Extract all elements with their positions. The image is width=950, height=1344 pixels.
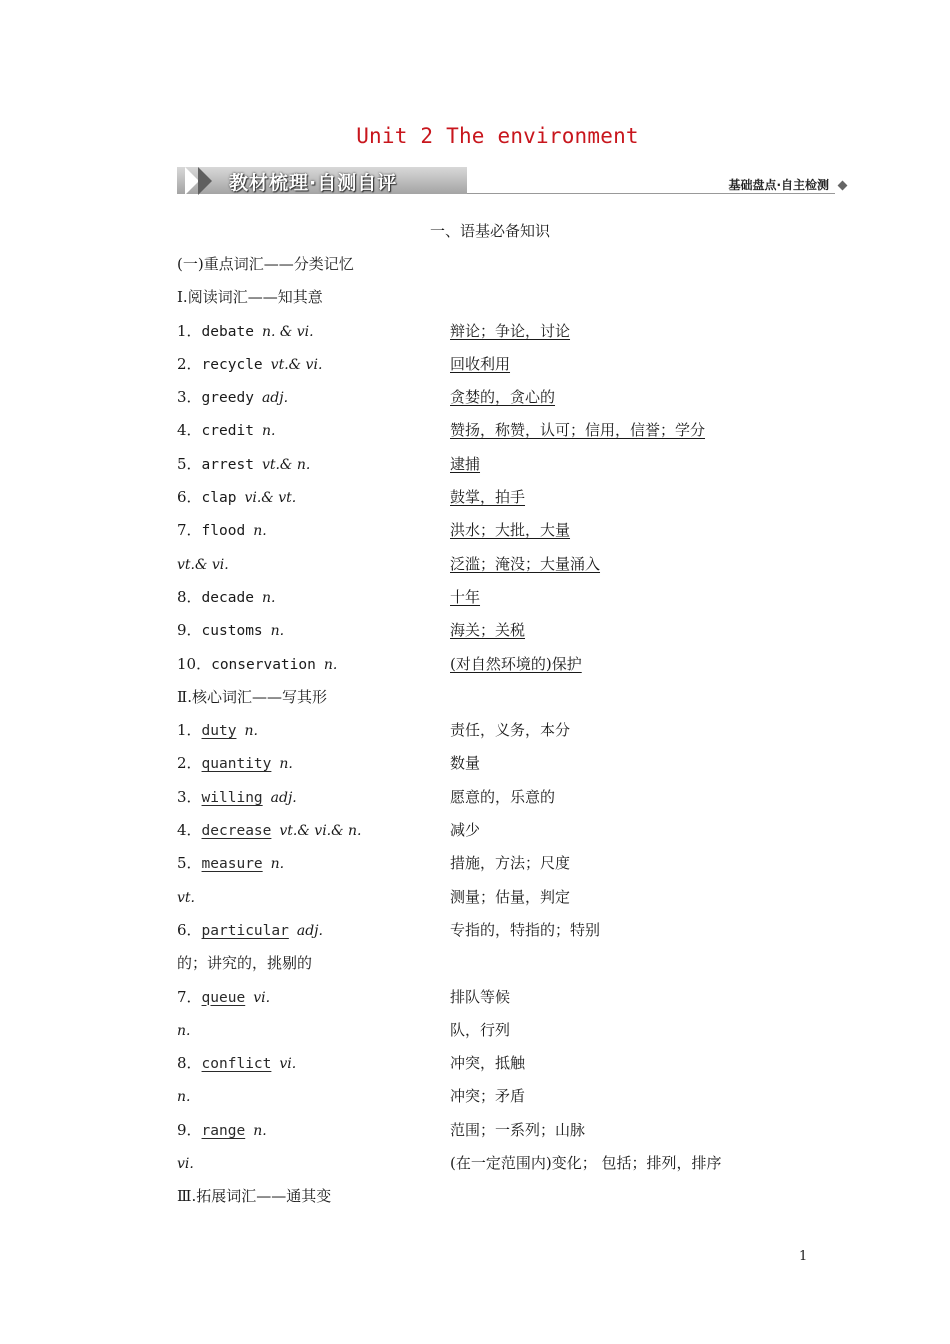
- vocab-term: [177, 1085, 190, 1108]
- vocab-row: [177, 453, 857, 486]
- english-word: conservation: [211, 656, 316, 673]
- item-number: 8．: [177, 587, 202, 606]
- vocab-term: [177, 752, 293, 775]
- vocab-row: [177, 1152, 857, 1185]
- vocab-term: [177, 253, 354, 275]
- chinese-meaning: 范围；一系列；山脉: [450, 1120, 586, 1139]
- heading-text: Ⅱ.核心词汇——写其形: [177, 687, 327, 706]
- vocab-term: [177, 653, 337, 676]
- item-number: 8．: [177, 1054, 202, 1073]
- diamond-icon: [838, 181, 848, 191]
- chinese-meaning: 贪婪的，贪心的: [450, 388, 556, 407]
- vocab-row: [177, 1085, 857, 1118]
- part-of-speech: adj.: [261, 390, 289, 407]
- english-word: quantity: [201, 756, 272, 773]
- vocab-term: [177, 852, 284, 875]
- vocab-row: [177, 386, 857, 419]
- vocab-term: [177, 952, 312, 974]
- vocab-row: [177, 553, 857, 586]
- vocab-row: [177, 586, 857, 619]
- chinese-meaning: 洪水；大批，大量: [450, 521, 571, 540]
- banner-label: 教材梳理·自测自评: [229, 172, 398, 194]
- part-of-speech: vt.: [177, 889, 195, 906]
- english-word: particular: [201, 922, 289, 939]
- vocab-term: [177, 986, 270, 1009]
- chinese-meaning: 数量: [450, 754, 481, 773]
- chinese-meaning: 鼓掌，拍手: [450, 488, 526, 507]
- list-heading: [177, 686, 857, 719]
- chinese-meaning: 逮捕: [450, 454, 481, 473]
- vocab-row: [177, 886, 857, 919]
- vocab-term: [177, 353, 322, 376]
- vocab-row: [177, 852, 857, 885]
- chinese-meaning: 回收利用: [450, 354, 511, 373]
- item-number: 9．: [177, 621, 202, 640]
- item-number: 4．: [177, 821, 202, 840]
- chevron-right-icon: [185, 167, 199, 195]
- item-number: 2．: [177, 354, 202, 373]
- vocab-row: [177, 1052, 857, 1085]
- english-word: flood: [201, 523, 246, 540]
- part-of-speech: n.: [244, 723, 258, 740]
- english-word: decrease: [201, 823, 272, 840]
- vocab-row: [177, 619, 857, 652]
- list-heading: [177, 952, 857, 985]
- list-heading: [177, 253, 857, 286]
- item-number: 5．: [177, 854, 202, 873]
- chinese-meaning: 十年: [450, 587, 481, 606]
- item-number: 5．: [177, 454, 202, 473]
- list-heading: [177, 1185, 857, 1218]
- english-word: credit: [201, 423, 254, 440]
- item-number: 1．: [177, 321, 202, 340]
- part-of-speech: n.: [261, 423, 276, 440]
- banner-right-label: 基础盘点·自主检测: [728, 178, 829, 192]
- vocab-row: [177, 786, 857, 819]
- vocabulary-list: [177, 253, 857, 1219]
- part-of-speech: n.: [177, 1089, 191, 1106]
- vocab-row: [177, 353, 857, 386]
- chinese-meaning: 责任，义务，本分: [450, 721, 571, 740]
- vocab-term: [177, 586, 275, 609]
- part-of-speech: n.: [253, 523, 267, 540]
- chinese-meaning: 赞扬，称赞，认可；信用，信誉；学分: [450, 421, 706, 440]
- vocab-term: [177, 719, 258, 742]
- part-of-speech: n.: [279, 756, 293, 773]
- chinese-meaning: 辩论；争论，讨论: [450, 321, 571, 340]
- vocab-term: [177, 1152, 194, 1175]
- english-word: debate: [201, 323, 254, 340]
- chinese-meaning: 愿意的，乐意的: [450, 787, 556, 806]
- section-banner: [177, 164, 849, 198]
- vocab-row: [177, 519, 857, 552]
- vocab-row: [177, 719, 857, 752]
- chinese-meaning: 测量；估量，判定: [450, 887, 571, 906]
- vocab-row: [177, 419, 857, 452]
- vocab-row: [177, 1119, 857, 1152]
- vocab-row: [177, 320, 857, 353]
- chinese-meaning: (在一定范围内)变化； 包括；排列，排序: [450, 1154, 722, 1173]
- english-word: greedy: [201, 390, 254, 407]
- part-of-speech: n.: [323, 656, 338, 673]
- part-of-speech: n.: [177, 1022, 191, 1039]
- english-word: customs: [201, 623, 263, 640]
- vocab-term: [177, 686, 327, 708]
- vocab-term: [177, 519, 267, 542]
- chinese-meaning: 冲突，抵触: [450, 1054, 526, 1073]
- vocab-row: [177, 819, 857, 852]
- vocab-term: [177, 453, 310, 476]
- part-of-speech: vt.& n.: [261, 456, 311, 473]
- vocab-term: [177, 1119, 267, 1142]
- chinese-meaning: (对自然环境的)保护: [450, 654, 582, 673]
- vocab-term: [177, 286, 323, 308]
- chinese-meaning: 排队等候: [450, 987, 511, 1006]
- list-heading: [177, 286, 857, 319]
- vocab-term: [177, 1185, 331, 1207]
- item-number: 6．: [177, 920, 202, 939]
- part-of-speech: vi.: [253, 989, 271, 1006]
- part-of-speech: vt.& vi.& n.: [279, 823, 362, 840]
- chinese-meaning: 措施，方法；尺度: [450, 854, 571, 873]
- item-number: 3．: [177, 787, 202, 806]
- part-of-speech: adj.: [296, 922, 323, 939]
- vocab-term: [177, 1019, 190, 1042]
- vocab-term: [177, 486, 296, 509]
- chinese-meaning: 海关；关税: [450, 621, 526, 640]
- vocab-row: [177, 919, 857, 952]
- english-word: willing: [201, 789, 263, 806]
- vocab-term: [177, 1052, 296, 1075]
- chinese-meaning: 泛滥；淹没；大量涌入: [450, 554, 601, 573]
- item-number: 3．: [177, 388, 202, 407]
- item-number: 4．: [177, 421, 202, 440]
- part-of-speech: n.: [261, 589, 276, 606]
- vocab-term: [177, 419, 275, 442]
- item-number: 7．: [177, 987, 202, 1006]
- item-number: 9．: [177, 1120, 202, 1139]
- part-of-speech: vi.& vt.: [244, 490, 297, 507]
- heading-text: Ⅰ.阅读词汇——知其意: [177, 288, 323, 307]
- vocab-term: [177, 786, 297, 809]
- part-of-speech: vi.: [279, 1056, 297, 1073]
- english-word: decade: [201, 589, 254, 606]
- vocab-term: [177, 386, 288, 409]
- heading-text: 的；讲究的，挑剔的: [177, 954, 313, 973]
- part-of-speech: n.: [270, 856, 285, 873]
- english-word: arrest: [201, 456, 254, 473]
- vocab-row: [177, 486, 857, 519]
- english-word: recycle: [201, 356, 263, 373]
- vocab-row: [177, 653, 857, 686]
- part-of-speech: adj.: [270, 789, 297, 806]
- heading-text: Ⅲ.拓展词汇——通其变: [177, 1187, 332, 1206]
- item-number: 1．: [177, 721, 202, 740]
- part-of-speech: vi.: [177, 1156, 194, 1173]
- item-number: 2．: [177, 754, 202, 773]
- vocab-term: [177, 819, 362, 842]
- page-title: Unit 2 The environment: [356, 124, 639, 148]
- part-of-speech: n.: [270, 623, 285, 640]
- vocab-row: [177, 752, 857, 785]
- english-word: measure: [201, 856, 263, 873]
- section-title: 一、语基必备知识: [429, 222, 550, 240]
- english-word: queue: [201, 989, 246, 1006]
- item-number: 6．: [177, 488, 202, 507]
- part-of-speech: n. & vi.: [261, 323, 314, 340]
- vocab-term: [177, 919, 323, 942]
- chevron-right-icon: [198, 167, 212, 195]
- english-word: range: [201, 1122, 246, 1139]
- english-word: clap: [201, 490, 237, 507]
- part-of-speech: vt.& vi.: [270, 356, 323, 373]
- vocab-term: [177, 320, 314, 343]
- item-number: 10．: [177, 654, 212, 673]
- vocab-row: [177, 1019, 857, 1052]
- item-number: 7．: [177, 521, 202, 540]
- english-word: conflict: [201, 1056, 272, 1073]
- vocab-term: [177, 619, 284, 642]
- chinese-meaning: 专指的，特指的；特别: [450, 920, 601, 939]
- heading-text: (一)重点词汇——分类记忆: [177, 255, 354, 273]
- part-of-speech: n.: [253, 1122, 267, 1139]
- chinese-meaning: 减少: [450, 821, 481, 840]
- banner-divider: [467, 193, 835, 194]
- chinese-meaning: 冲突；矛盾: [450, 1087, 526, 1106]
- english-word: duty: [201, 723, 237, 740]
- vocab-term: [177, 553, 229, 576]
- vocab-term: [177, 886, 195, 909]
- chinese-meaning: 队，行列: [450, 1020, 511, 1039]
- part-of-speech: vt.& vi.: [177, 556, 229, 573]
- page-number: 1: [799, 1249, 808, 1264]
- vocab-row: [177, 986, 857, 1019]
